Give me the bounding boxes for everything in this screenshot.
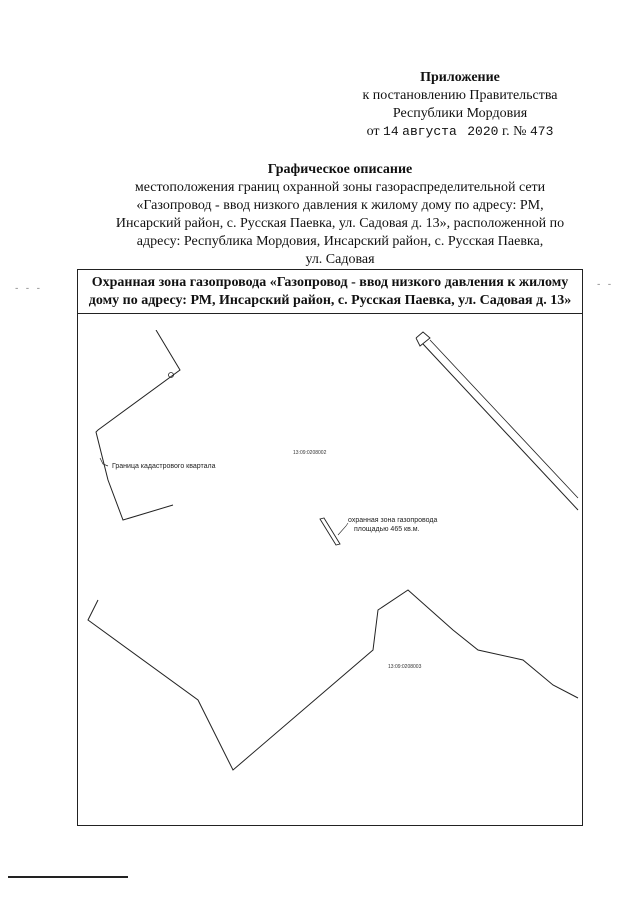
date-day: 14 (383, 124, 399, 139)
scan-margin-mark: - - - (14, 284, 42, 294)
document-title-block (100, 161, 580, 269)
date-year: 2020 (467, 124, 499, 139)
number-sign: № (513, 124, 527, 139)
cadastral-map (78, 330, 582, 825)
appendix-block (340, 69, 580, 141)
scan-margin-mark: - - (596, 280, 613, 290)
boundary-corner-marker (416, 332, 430, 346)
description-line-4: адресу: Республика Мордовия, Инсарский район, с. Русская Паевка, (136, 234, 544, 249)
cadastral-boundary-label: Граница кадастрового квартала (112, 463, 216, 470)
appendix-title: Приложение (420, 70, 500, 85)
cadastral-boundary-line (96, 330, 180, 520)
date-prefix: от (366, 124, 380, 139)
description-line-3: Инсарский район, с. Русская Паевка, ул. Садовая д. 13», расположенной по (115, 216, 565, 231)
appendix-line-2: Республики Мордовия (392, 106, 528, 121)
date-month: августа (402, 124, 457, 139)
boundary-line-diagonal-a (423, 344, 578, 510)
date-year-suffix: г. (501, 124, 510, 139)
footer-rule (8, 876, 128, 878)
appendix-line-1: к постановлению Правительства (362, 88, 558, 103)
map-frame (77, 269, 583, 826)
document-title: Графическое описание (267, 162, 413, 177)
boundary-line-lower (88, 590, 578, 770)
description-line-1: местоположения границ охранной зоны газораспределительной сети (134, 180, 546, 195)
description-line-2: «Газопровод - ввод низкого давления к жилому дому по адресу: РМ, (136, 198, 544, 213)
zone-label-line-2: площадью 465 кв.м. (354, 526, 420, 533)
quarter-number-top: 13:09:0208002 (293, 450, 327, 456)
gas-pipeline-protection-zone (320, 518, 340, 545)
map-header: Охранная зона газопровода «Газопровод - ввод низкого давления к жилому дому по адресу: РМ, Инсарский район, с. Русская Паевка, ул. Садовая д. 13» (78, 270, 582, 314)
zone-label-line-1: охранная зона газопровода (348, 517, 438, 524)
document-number: 473 (530, 124, 554, 139)
zone-leader-line (338, 523, 348, 535)
boundary-line-diagonal-b (430, 340, 578, 498)
quarter-number-bottom: 13:09:0208003 (388, 664, 422, 670)
description-line-5: ул. Садовая (305, 252, 375, 267)
appendix-date-line (340, 123, 580, 141)
